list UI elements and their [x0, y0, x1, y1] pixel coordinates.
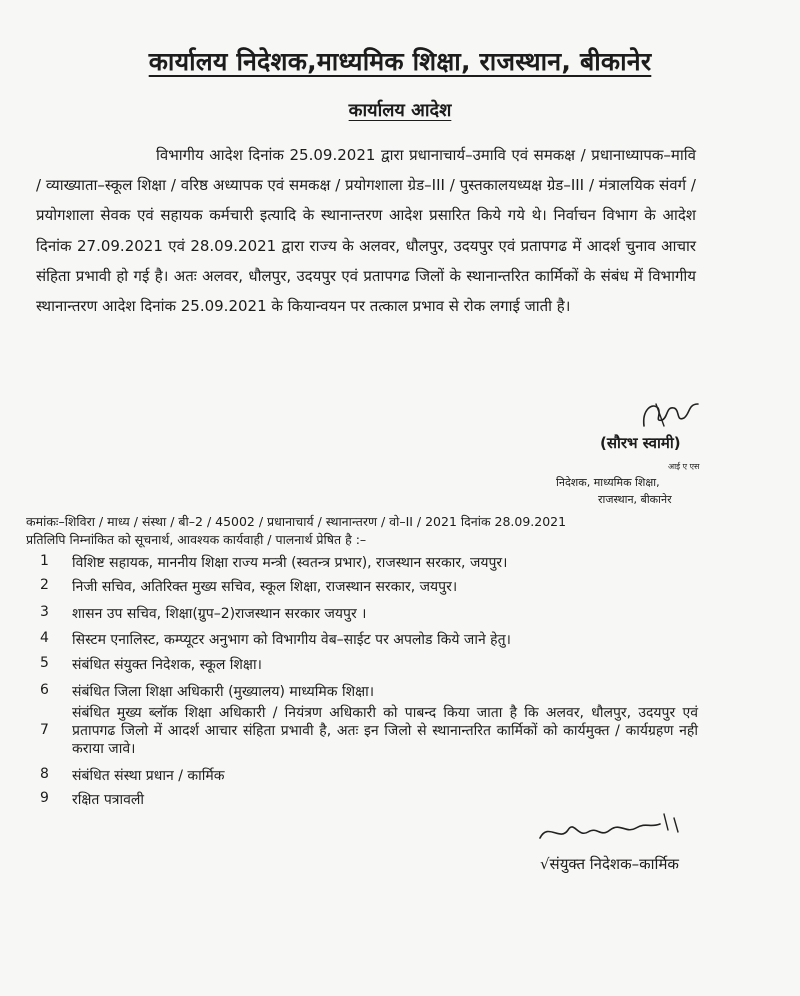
- copy-intro: प्रतिलिपि निम्नांकित को सूचनार्थ, आवश्यक कार्यवाही / पालनार्थ प्रेषित है :–: [26, 532, 367, 547]
- signature-icon: [534, 808, 694, 852]
- signatory-name: (सौरभ स्वामी): [600, 434, 681, 452]
- reference-number: कमांकः–शिविरा / माध्य / संस्था / बी–2 / 45002 / प्रधानाचार्य / स्थानान्तरण / वो–II / 2021 दिनांक 28.09.2021: [26, 514, 567, 529]
- list-item-number: 9: [40, 790, 49, 806]
- list-item-number: 7: [40, 722, 49, 738]
- list-item-number: 3: [40, 604, 49, 620]
- list-item-number: 4: [40, 630, 49, 646]
- list-item-text: संबंधित संस्था प्रधान / कार्मिक: [72, 768, 225, 784]
- list-item-text: सिस्टम एनालिस्ट, कम्प्यूटर अनुभाग को विभागीय वेब–साईट पर अपलोड किये जाने हेतु।: [72, 632, 511, 648]
- list-item-number: 5: [40, 655, 49, 671]
- list-item-text: रक्षित पत्रावली: [72, 792, 145, 808]
- order-heading: कार्यालय आदेश: [348, 100, 452, 121]
- list-item-number: 8: [40, 766, 49, 782]
- list-item-number: 2: [40, 577, 49, 593]
- signatory-designation: [556, 474, 672, 508]
- list-item-text: संबंधित मुख्य ब्लॉक शिक्षा अधिकारी / नियंत्रण अधिकारी को पाबन्द किया जाता है कि अलवर, धौलपुर, उदयपुर एवं प्रतापगढ जिलो में आदर्श आचार संहिता प्रभावी है, अतः इन जिलो से स्थानान्तरित कार्मिकों को कार्यमुक्त / कार्यग्रहण नही कराया जावे।: [72, 705, 698, 757]
- order-paragraph: विभागीय आदेश दिनांक 25.09.2021 द्वारा प्रधानाचार्य–उमावि एवं समकक्ष / प्रधानाध्यापक–मावि / व्याख्याता–स्कूल शिक्षा / वरिष्ठ अध्यापक एवं समकक्ष / प्रयोगशाला ग्रेड–III / पुस्तकालयध्यक्ष ग्रेड–III / मंत्रालयिक संवर्ग / प्रयोगशाला सेवक एवं सहायक कर्मचारी इत्यादि के स्थानान्तरण आदेश प्रसारित किये गये थे। निर्वाचन विभाग के आदेश दिनांक 27.09.2021 एवं 28.09.2021 द्वारा राज्य के अलवर, धौलपुर, उदयपुर एवं प्रतापगढ में आदर्श चुनाव आचार संहिता प्रभावी हो गई है। अतः अलवर, धौलपुर, उदयपुर एवं प्रतापगढ जिलों के स्थानान्तरित कार्मिकों के संबंध में विभागीय स्थानान्तरण आदेश दिनांक 25.09.2021 के कियान्वयन पर तत्काल प्रभाव से रोक लगाई जाती है।: [36, 146, 696, 316]
- bottom-signatory-designation: √संयुक्त निदेशक–कार्मिक: [540, 855, 679, 873]
- signature-icon: [636, 396, 706, 436]
- office-title: कार्यालय निदेशक,माध्यमिक शिक्षा, राजस्थान, बीकानेर: [148, 47, 652, 76]
- list-item-text: संबंधित जिला शिक्षा अधिकारी (मुख्यालय) माध्यमिक शिक्षा।: [72, 684, 375, 700]
- list-item-number: 1: [40, 553, 49, 569]
- list-item-text: संबंधित संयुक्त निदेशक, स्कूल शिक्षा।: [72, 657, 262, 673]
- list-item-text: विशिष्ट सहायक, माननीय शिक्षा राज्य मन्त्री (स्वतन्त्र प्रभार), राजस्थान सरकार, जयपुर।: [72, 555, 508, 571]
- list-item-number: 6: [40, 682, 49, 698]
- signatory-designation-line1: निदेशक, माध्यमिक शिक्षा,: [556, 476, 660, 489]
- list-item-text: शासन उप सचिव, शिक्षा(ग्रुप–2)राजस्थान सरकार जयपुर ।: [72, 606, 367, 622]
- signatory-designation-line2: राजस्थान, बीकानेर: [598, 493, 672, 506]
- signatory-service-tag: आई ए एस: [668, 462, 700, 471]
- list-item-text: निजी सचिव, अतिरिक्त मुख्य सचिव, स्कूल शिक्षा, राजस्थान सरकार, जयपुर।: [72, 579, 458, 595]
